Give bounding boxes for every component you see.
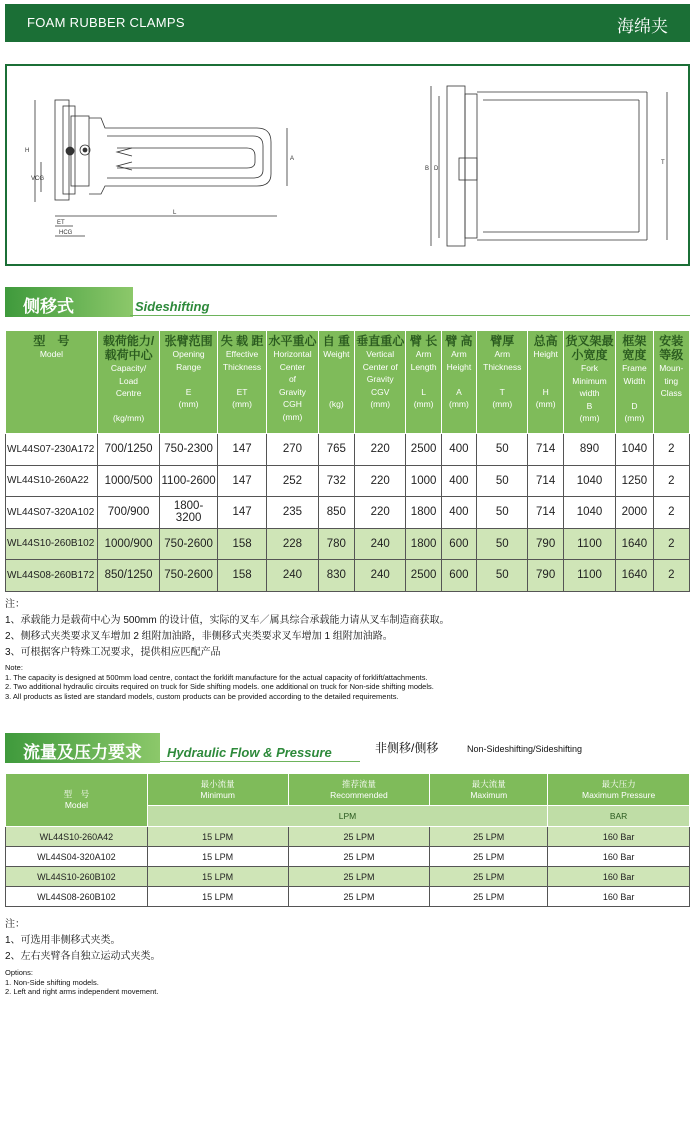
unit-bar: BAR: [548, 806, 690, 827]
table-row: [6, 497, 690, 529]
table-cell: 15 LPM: [147, 847, 288, 867]
col-header-minimum: 最小流量 Minimum: [147, 774, 288, 806]
section-title-en: Sideshifting: [135, 299, 210, 314]
table-cell: 160 Bar: [548, 867, 690, 887]
note-line: 1. Non-Side shifting models.: [5, 977, 99, 987]
drawing-label-a: A: [290, 156, 295, 162]
drawing-label-hcg: HCG: [59, 230, 73, 236]
table-cell: 228: [267, 528, 318, 560]
note-line: Note:: [5, 663, 23, 672]
table-cell: 15 LPM: [147, 887, 288, 907]
table-cell: 2: [653, 528, 689, 560]
table-cell: 2500: [406, 434, 441, 466]
table-header-row: [6, 774, 690, 806]
col-header: 框架宽度 Frame Width D (mm): [616, 331, 653, 434]
table-row: [6, 560, 690, 592]
note-line: 注：: [5, 919, 25, 930]
model-cell: WL44S10-260B102: [6, 528, 98, 560]
table-cell: 714: [528, 434, 563, 466]
table-cell: 700/900: [97, 497, 160, 529]
col-header: 失 载 距 Effective Thickness ET (mm): [217, 331, 266, 434]
note-line: 2、左右夹臂各自独立运动式夹类。: [5, 951, 161, 962]
table-header-row: [6, 331, 690, 434]
table-cell: 25 LPM: [288, 847, 430, 867]
table-cell: 850/1250: [97, 560, 160, 592]
table-cell: 220: [355, 434, 406, 466]
model-cell: WL44S08-260B172: [6, 560, 98, 592]
table-cell: 240: [267, 560, 318, 592]
drawing-label-l: L: [173, 210, 177, 216]
table-cell: 158: [217, 528, 266, 560]
drawing-label-et: ET: [57, 220, 65, 226]
table-cell: 1100: [563, 528, 615, 560]
drawing-label-t: T: [661, 160, 665, 166]
table-cell: 240: [355, 528, 406, 560]
table-cell: 732: [318, 465, 354, 497]
col-header: 臂 长 Arm Length L (mm): [406, 331, 441, 434]
page-title-cn: 海绵夹: [617, 17, 668, 36]
table-cell: 714: [528, 497, 563, 529]
col-header: 自 重 Weight (kg): [318, 331, 354, 434]
section-title-en: Hydraulic Flow & Pressure: [167, 745, 332, 760]
table-cell: 765: [318, 434, 354, 466]
model-cell: WL44S10-260A42: [6, 827, 148, 847]
table-cell: 1040: [616, 434, 653, 466]
table-cell: 2000: [616, 497, 653, 529]
unit-lpm: LPM: [147, 806, 547, 827]
sideshifting-spec-table: [5, 330, 690, 592]
table-cell: 750-2600: [160, 560, 218, 592]
table-cell: 2500: [406, 560, 441, 592]
model-cell: WL44S08-260B102: [6, 887, 148, 907]
col-header: 总高 Height H (mm): [528, 331, 563, 434]
table-cell: 240: [355, 560, 406, 592]
section-sub-en: Non-Sideshifting/Sideshifting: [467, 744, 583, 754]
note-line: 2. Left and right arms independent movement.: [5, 987, 159, 996]
table-cell: 2: [653, 497, 689, 529]
options-en: [5, 968, 158, 997]
table-cell: 25 LPM: [288, 887, 430, 907]
model-cell: WL44S07-320A102: [6, 497, 98, 529]
notes-en: [5, 663, 434, 701]
table-cell: 50: [477, 465, 528, 497]
note-line: 3、可根据客户特殊工况要求，提供相应匹配产品: [5, 647, 221, 658]
col-header: 型 号 Model: [6, 331, 98, 434]
model-cell: WL44S04-320A102: [6, 847, 148, 867]
page-header: [5, 4, 690, 42]
drawing-label-d: D: [434, 166, 439, 172]
col-header-maximum: 最大流量 Maximum: [430, 774, 548, 806]
options-cn: [5, 917, 161, 965]
table-cell: 714: [528, 465, 563, 497]
table-cell: 220: [355, 497, 406, 529]
table-row: [6, 867, 690, 887]
table-cell: 1000/500: [97, 465, 160, 497]
note-line: 注：: [5, 599, 25, 610]
table-cell: 2: [653, 560, 689, 592]
table-cell: 1000: [406, 465, 441, 497]
hydraulic-flow-table: [5, 773, 690, 907]
col-header-recommended: 推荐流量 Recommended: [288, 774, 430, 806]
table-cell: 1800-3200: [160, 497, 218, 529]
table-cell: 1640: [616, 528, 653, 560]
table-cell: 220: [355, 465, 406, 497]
table-row: [6, 847, 690, 867]
col-header-max-pressure: 最大压力 Maximum Pressure: [548, 774, 690, 806]
table-cell: 790: [528, 528, 563, 560]
table-cell: 50: [477, 528, 528, 560]
table-cell: 1100-2600: [160, 465, 218, 497]
technical-drawing: [5, 64, 690, 266]
table-cell: 160 Bar: [548, 847, 690, 867]
table-cell: 15 LPM: [147, 827, 288, 847]
table-row: [6, 827, 690, 847]
table-cell: 158: [217, 560, 266, 592]
table-row: [6, 887, 690, 907]
model-cell: WL44S07-230A172: [6, 434, 98, 466]
table-cell: 25 LPM: [430, 887, 548, 907]
section-hydraulic-title: [5, 733, 690, 763]
table-cell: 1640: [616, 560, 653, 592]
table-cell: 25 LPM: [430, 847, 548, 867]
table-cell: 147: [217, 497, 266, 529]
notes-cn: [5, 597, 449, 661]
table-cell: 1250: [616, 465, 653, 497]
drawing-side-frame: [447, 86, 465, 246]
section-sideshifting-title: [5, 287, 690, 317]
table-cell: 400: [441, 465, 476, 497]
table-cell: 1800: [406, 528, 441, 560]
table-cell: 235: [267, 497, 318, 529]
table-cell: 850: [318, 497, 354, 529]
table-cell: 160 Bar: [548, 887, 690, 907]
table-cell: 25 LPM: [430, 827, 548, 847]
table-row: [6, 465, 690, 497]
note-line: Options:: [5, 968, 33, 977]
table-cell: 147: [217, 434, 266, 466]
table-cell: 252: [267, 465, 318, 497]
table-cell: 1800: [406, 497, 441, 529]
table-cell: 25 LPM: [288, 867, 430, 887]
table-cell: 1040: [563, 465, 615, 497]
note-line: 2、侧移式夹类要求叉车增加 2 组附加油路，非侧移式夹类要求叉车增加 1 组附加油路。: [5, 631, 393, 642]
note-line: 2. Two additional hydraulic circuits required on truck for Side shifting models. one additional on truck for Non-side shifting models.: [5, 682, 434, 691]
table-cell: 1000/900: [97, 528, 160, 560]
col-header: 张臂范围 Opening Range E (mm): [160, 331, 218, 434]
col-header: 水平重心 Horizontal Center of Gravity CGH (mm): [267, 331, 318, 434]
table-cell: 750-2600: [160, 528, 218, 560]
table-cell: 2: [653, 434, 689, 466]
table-cell: 15 LPM: [147, 867, 288, 887]
col-header: 载荷能力/载荷中心 Capacity/ Load Centre (kg/mm): [97, 331, 160, 434]
table-cell: 400: [441, 497, 476, 529]
table-cell: 1040: [563, 497, 615, 529]
table-cell: 270: [267, 434, 318, 466]
table-cell: 25 LPM: [430, 867, 548, 887]
table-row: [6, 528, 690, 560]
col-header: 臂 高 Arm Height A (mm): [441, 331, 476, 434]
table-cell: 890: [563, 434, 615, 466]
table-cell: 600: [441, 528, 476, 560]
section-sub-cn: 非侧移/侧移: [375, 741, 439, 755]
section-title-cn: 侧移式: [23, 297, 74, 316]
table-row: [6, 434, 690, 466]
col-header: 安装等级 Moun- ting Class: [653, 331, 689, 434]
note-line: 1. The capacity is designed at 500mm load centre, contact the forklift manufacture for the actual capacity of forklift/attachments.: [5, 672, 428, 682]
note-line: 3. All products as listed are standard models, custom products can be provided according to the detailed requirements.: [5, 691, 399, 701]
drawing-label-vcg: VCG: [31, 176, 45, 182]
section-title-cn: 流量及压力要求: [23, 743, 142, 762]
table-cell: 750-2300: [160, 434, 218, 466]
table-cell: 790: [528, 560, 563, 592]
table-cell: 2: [653, 465, 689, 497]
clamp-drawing-svg: [7, 66, 688, 264]
table-cell: 50: [477, 434, 528, 466]
note-line: 1、可选用非侧移式夹类。: [5, 935, 121, 946]
table-cell: 160 Bar: [548, 827, 690, 847]
drawing-label-h: H: [25, 148, 30, 154]
table-cell: 50: [477, 497, 528, 529]
col-header: 垂直重心 Vertical Center of Gravity CGV (mm): [355, 331, 406, 434]
table-cell: 147: [217, 465, 266, 497]
table-cell: 830: [318, 560, 354, 592]
note-line: 1、承载能力是载荷中心为 500mm 的设计值，实际的叉车／属具综合承载能力请从叉车制造商获取。: [5, 615, 450, 626]
table-cell: 600: [441, 560, 476, 592]
drawing-label-b: B: [425, 166, 430, 172]
table-cell: 400: [441, 434, 476, 466]
table-cell: 780: [318, 528, 354, 560]
page-title-en: FOAM RUBBER CLAMPS: [27, 15, 185, 30]
table-cell: 25 LPM: [288, 827, 430, 847]
col-header: 臂厚 Arm Thickness T (mm): [477, 331, 528, 434]
table-cell: 1100: [563, 560, 615, 592]
table-cell: 50: [477, 560, 528, 592]
model-cell: WL44S10-260A22: [6, 465, 98, 497]
col-header-model: 型 号 Model: [6, 774, 148, 827]
col-header: 货叉架最小宽度 Fork Minimum width B (mm): [563, 331, 615, 434]
table-cell: 700/1250: [97, 434, 160, 466]
model-cell: WL44S10-260B102: [6, 867, 148, 887]
